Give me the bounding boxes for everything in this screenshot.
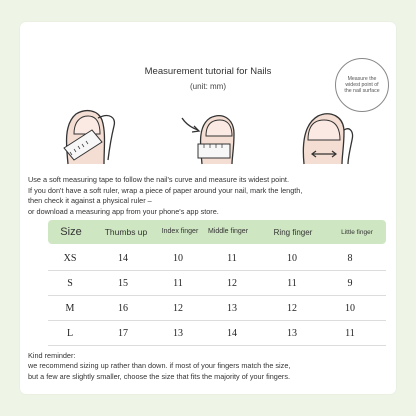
callout-line-3: the nail surface (344, 88, 380, 95)
reminder-line-2: but a few are slightly smaller, choose the size that fits the majority of your fingers. (28, 371, 290, 381)
instruction-line: then check it against a physical ruler – (28, 196, 152, 206)
finger-tape-illustration-2 (176, 104, 248, 168)
table-cell: 11 (287, 277, 297, 289)
table-cell: L (66, 327, 74, 339)
instruction-line: If you don't have a soft ruler, wrap a piece of paper around your nail, mark the length, (28, 185, 303, 195)
table-cell: 15 (118, 277, 128, 289)
header-size: Size (60, 226, 82, 238)
table-cell: 11 (345, 327, 355, 339)
table-cell: 12 (173, 302, 183, 314)
table-cell: M (65, 302, 75, 314)
table-row (48, 321, 386, 346)
table-row (48, 271, 386, 296)
instructions (28, 175, 388, 217)
size-table (48, 220, 386, 348)
unit-label: (unit: mm) (190, 82, 226, 91)
table-cell: 9 (347, 277, 353, 289)
table-cell: 13 (173, 327, 183, 339)
instruction-line: Use a soft measuring tape to follow the nail's curve and measure its widest point. (28, 175, 289, 184)
reminder-line-1: we recommend sizing up rather than down. if most of your fingers match the size, (28, 361, 291, 371)
table-cell: 13 (287, 327, 297, 339)
table-cell: 13 (227, 302, 237, 314)
table-row (48, 246, 386, 271)
table-cell: 14 (118, 252, 128, 264)
table-cell: 12 (227, 277, 237, 289)
table-cell: 10 (345, 302, 355, 314)
table-row (48, 296, 386, 321)
table-cell: 17 (118, 327, 128, 339)
table-cell: 11 (173, 277, 183, 289)
header-ring: Ring finger (273, 227, 313, 237)
table-cell: 10 (173, 252, 183, 264)
nail-width-illustration (292, 104, 364, 168)
table-cell: 10 (287, 252, 297, 264)
header-thumbs: Thumbs up (104, 227, 148, 237)
finger-tape-illustration-1 (58, 104, 130, 168)
page-title: Measurement tutorial for Nails (144, 66, 272, 77)
table-cell: 14 (227, 327, 237, 339)
table-cell: 16 (118, 302, 128, 314)
header-middle: Middle finger (207, 228, 249, 235)
table-cell: XS (63, 252, 77, 264)
reminder-title: Kind reminder: (28, 351, 76, 360)
table-header (48, 220, 386, 244)
reminder (28, 351, 404, 382)
instruction-line: or download a measuring app from your phone's app store. (28, 206, 219, 216)
callout-line-2: widest point of (345, 81, 379, 88)
header-index: Index finger (161, 228, 199, 235)
table-cell: S (67, 277, 73, 289)
table-cell: 8 (347, 252, 353, 264)
table-cell: 12 (287, 302, 297, 314)
header-little: Little finger (341, 228, 373, 236)
table-cell: 11 (227, 252, 237, 264)
callout-line-1: Measure the (347, 75, 377, 82)
